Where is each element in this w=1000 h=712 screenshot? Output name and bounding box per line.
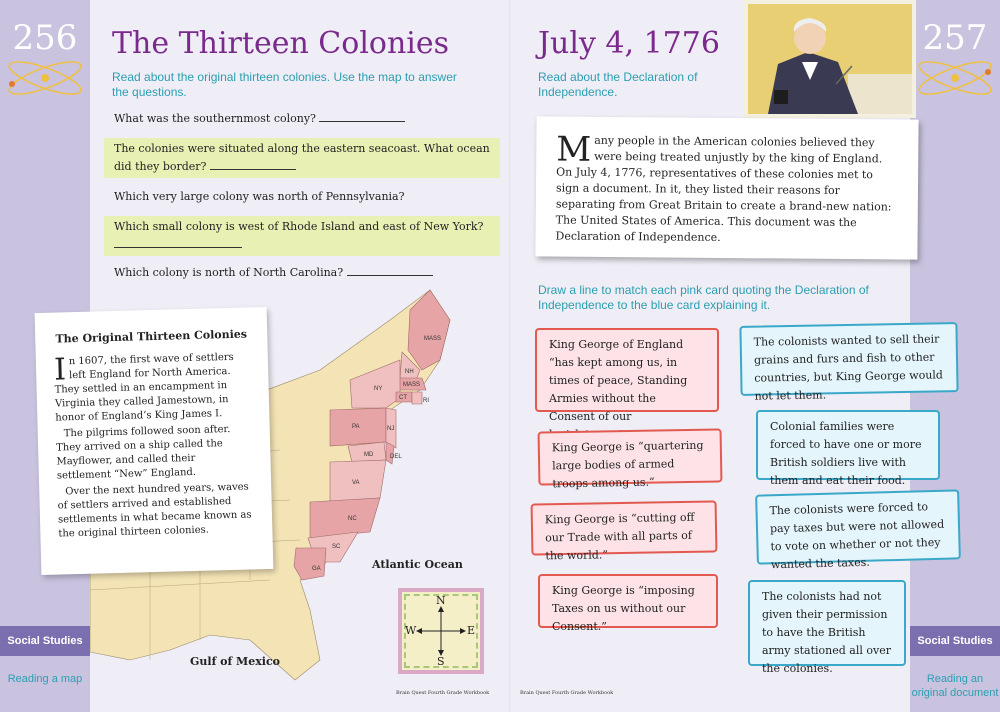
state-label: VA <box>352 480 360 486</box>
info-paragraph-2: The pilgrims followed soon after. They arrived on a ship called the Mayflower, and called their settlement “New” England. <box>56 423 231 482</box>
state-label: NY <box>374 386 383 392</box>
state-label: NJ <box>387 426 395 432</box>
gulf-of-mexico-label: Gulf of Mexico <box>190 655 280 668</box>
compass-south: S <box>437 655 445 668</box>
drop-cap: I <box>53 352 67 388</box>
compass-west: W <box>405 624 417 637</box>
pink-quote-card-4[interactable]: King George is “imposing Taxes on us without our Consent.” <box>538 574 718 628</box>
compass-rose <box>398 588 484 674</box>
state-label: SC <box>332 544 341 550</box>
pink-quote-card-2[interactable]: King George is “quartering large bodies of armed troops among us.” <box>538 428 723 485</box>
page-title-left: The Thirteen Colonies <box>112 26 450 61</box>
atlantic-ocean-label: Atlantic Ocean <box>372 558 463 571</box>
question-4: Which small colony is west of Rhode Island and east of New York? <box>104 216 500 256</box>
atom-icon <box>910 48 1000 108</box>
declaration-text-card <box>535 116 918 259</box>
compass-east: E <box>467 624 476 637</box>
question-5: Which colony is north of North Carolina? <box>104 262 500 284</box>
instructions-right: Read about the Declaration of Independence. <box>538 70 698 99</box>
answer-blank[interactable] <box>319 112 405 122</box>
declaration-paragraph: Many people in the American colonies believed they were being treated unjustly by the king of England. On July 4, 1776, representatives of these colonies met to sign a document. In it, they listed their reasons for separating from Great Britain to create a brand-new nation: The United States of America. This document was the Declaration of Independence. <box>555 129 892 244</box>
blue-explanation-card-3[interactable]: The colonists were forced to pay taxes but were not allowed to vote on whether or not they wanted the taxes. <box>755 489 961 564</box>
info-card <box>35 307 274 575</box>
state-label: DEL <box>390 454 402 460</box>
answer-blank[interactable] <box>210 160 296 170</box>
state-label: CT <box>399 395 407 401</box>
info-paragraph-1: In 1607, the first wave of settlers left England for North America. They settled in an encampment in Virginia they called Jamestown, in honor of England’s King James I. <box>53 351 234 424</box>
question-1: What was the southernmost colony? <box>104 108 500 130</box>
blue-explanation-card-2[interactable]: Colonial families were forced to have one or more British soldiers live with them and eat their food. <box>756 410 940 480</box>
drop-cap: M <box>556 129 592 170</box>
page-number-right: 257 <box>922 18 988 58</box>
instructions-left: Read about the original thirteen colonies. Use the map to answer the questions. <box>112 70 457 99</box>
footer-right: Brain Quest Fourth Grade Workbook <box>520 690 614 696</box>
state-label: GA <box>312 566 321 572</box>
info-paragraph-3: Over the next hundred years, waves of settlers arrived and established settlements in what became known as the original thirteen colonies. <box>57 481 252 540</box>
info-card-title: The Original Thirteen Colonies <box>55 327 248 346</box>
state-label: NH <box>405 369 414 375</box>
page-title-right: July 4, 1776 <box>538 26 720 61</box>
state-label: PA <box>352 424 360 430</box>
question-3: Which very large colony was north of Pennsylvania? <box>104 186 500 226</box>
topic-label-left: Reading a map <box>7 673 83 685</box>
pink-quote-card-1[interactable]: King George of England “has kept among us, in times of peace, Standing Armies without the Consent of our <box>535 328 719 412</box>
pink-quote-card-3[interactable]: King George is “cutting off our Trade with all parts of the world.” <box>531 500 718 555</box>
footer-left: Brain Quest Fourth Grade Workbook <box>396 690 490 696</box>
page-number-left: 256 <box>12 18 78 58</box>
answer-blank[interactable] <box>347 266 433 276</box>
compass-north: N <box>436 594 446 607</box>
blue-explanation-card-1[interactable]: The colonists wanted to sell their grains and furs and fish to other countries, but King George would not let them. <box>739 322 958 396</box>
state-label: NC <box>348 516 357 522</box>
topic-label-right: Reading an original document <box>911 673 999 699</box>
question-2: The colonies were situated along the eastern seacoast. What ocean did they border? <box>104 138 500 178</box>
blue-explanation-card-4[interactable]: The colonists had not given their permission to have the British army stationed all over the colonies. <box>748 580 906 666</box>
answer-blank[interactable] <box>114 238 242 248</box>
book-gutter <box>509 0 511 712</box>
state-label: MD <box>364 452 374 458</box>
match-instructions: Draw a line to match each pink card quoting the Declaration of Independence to the blue card explaining it. <box>538 283 869 312</box>
state-label: RI <box>423 398 429 404</box>
atom-icon <box>0 48 90 108</box>
state-label: MASS <box>403 382 421 388</box>
subject-label-left: Social Studies <box>0 626 90 656</box>
thomas-jefferson-portrait <box>744 0 916 118</box>
subject-label-right: Social Studies <box>910 626 1000 656</box>
state-label: MASS <box>424 336 442 342</box>
